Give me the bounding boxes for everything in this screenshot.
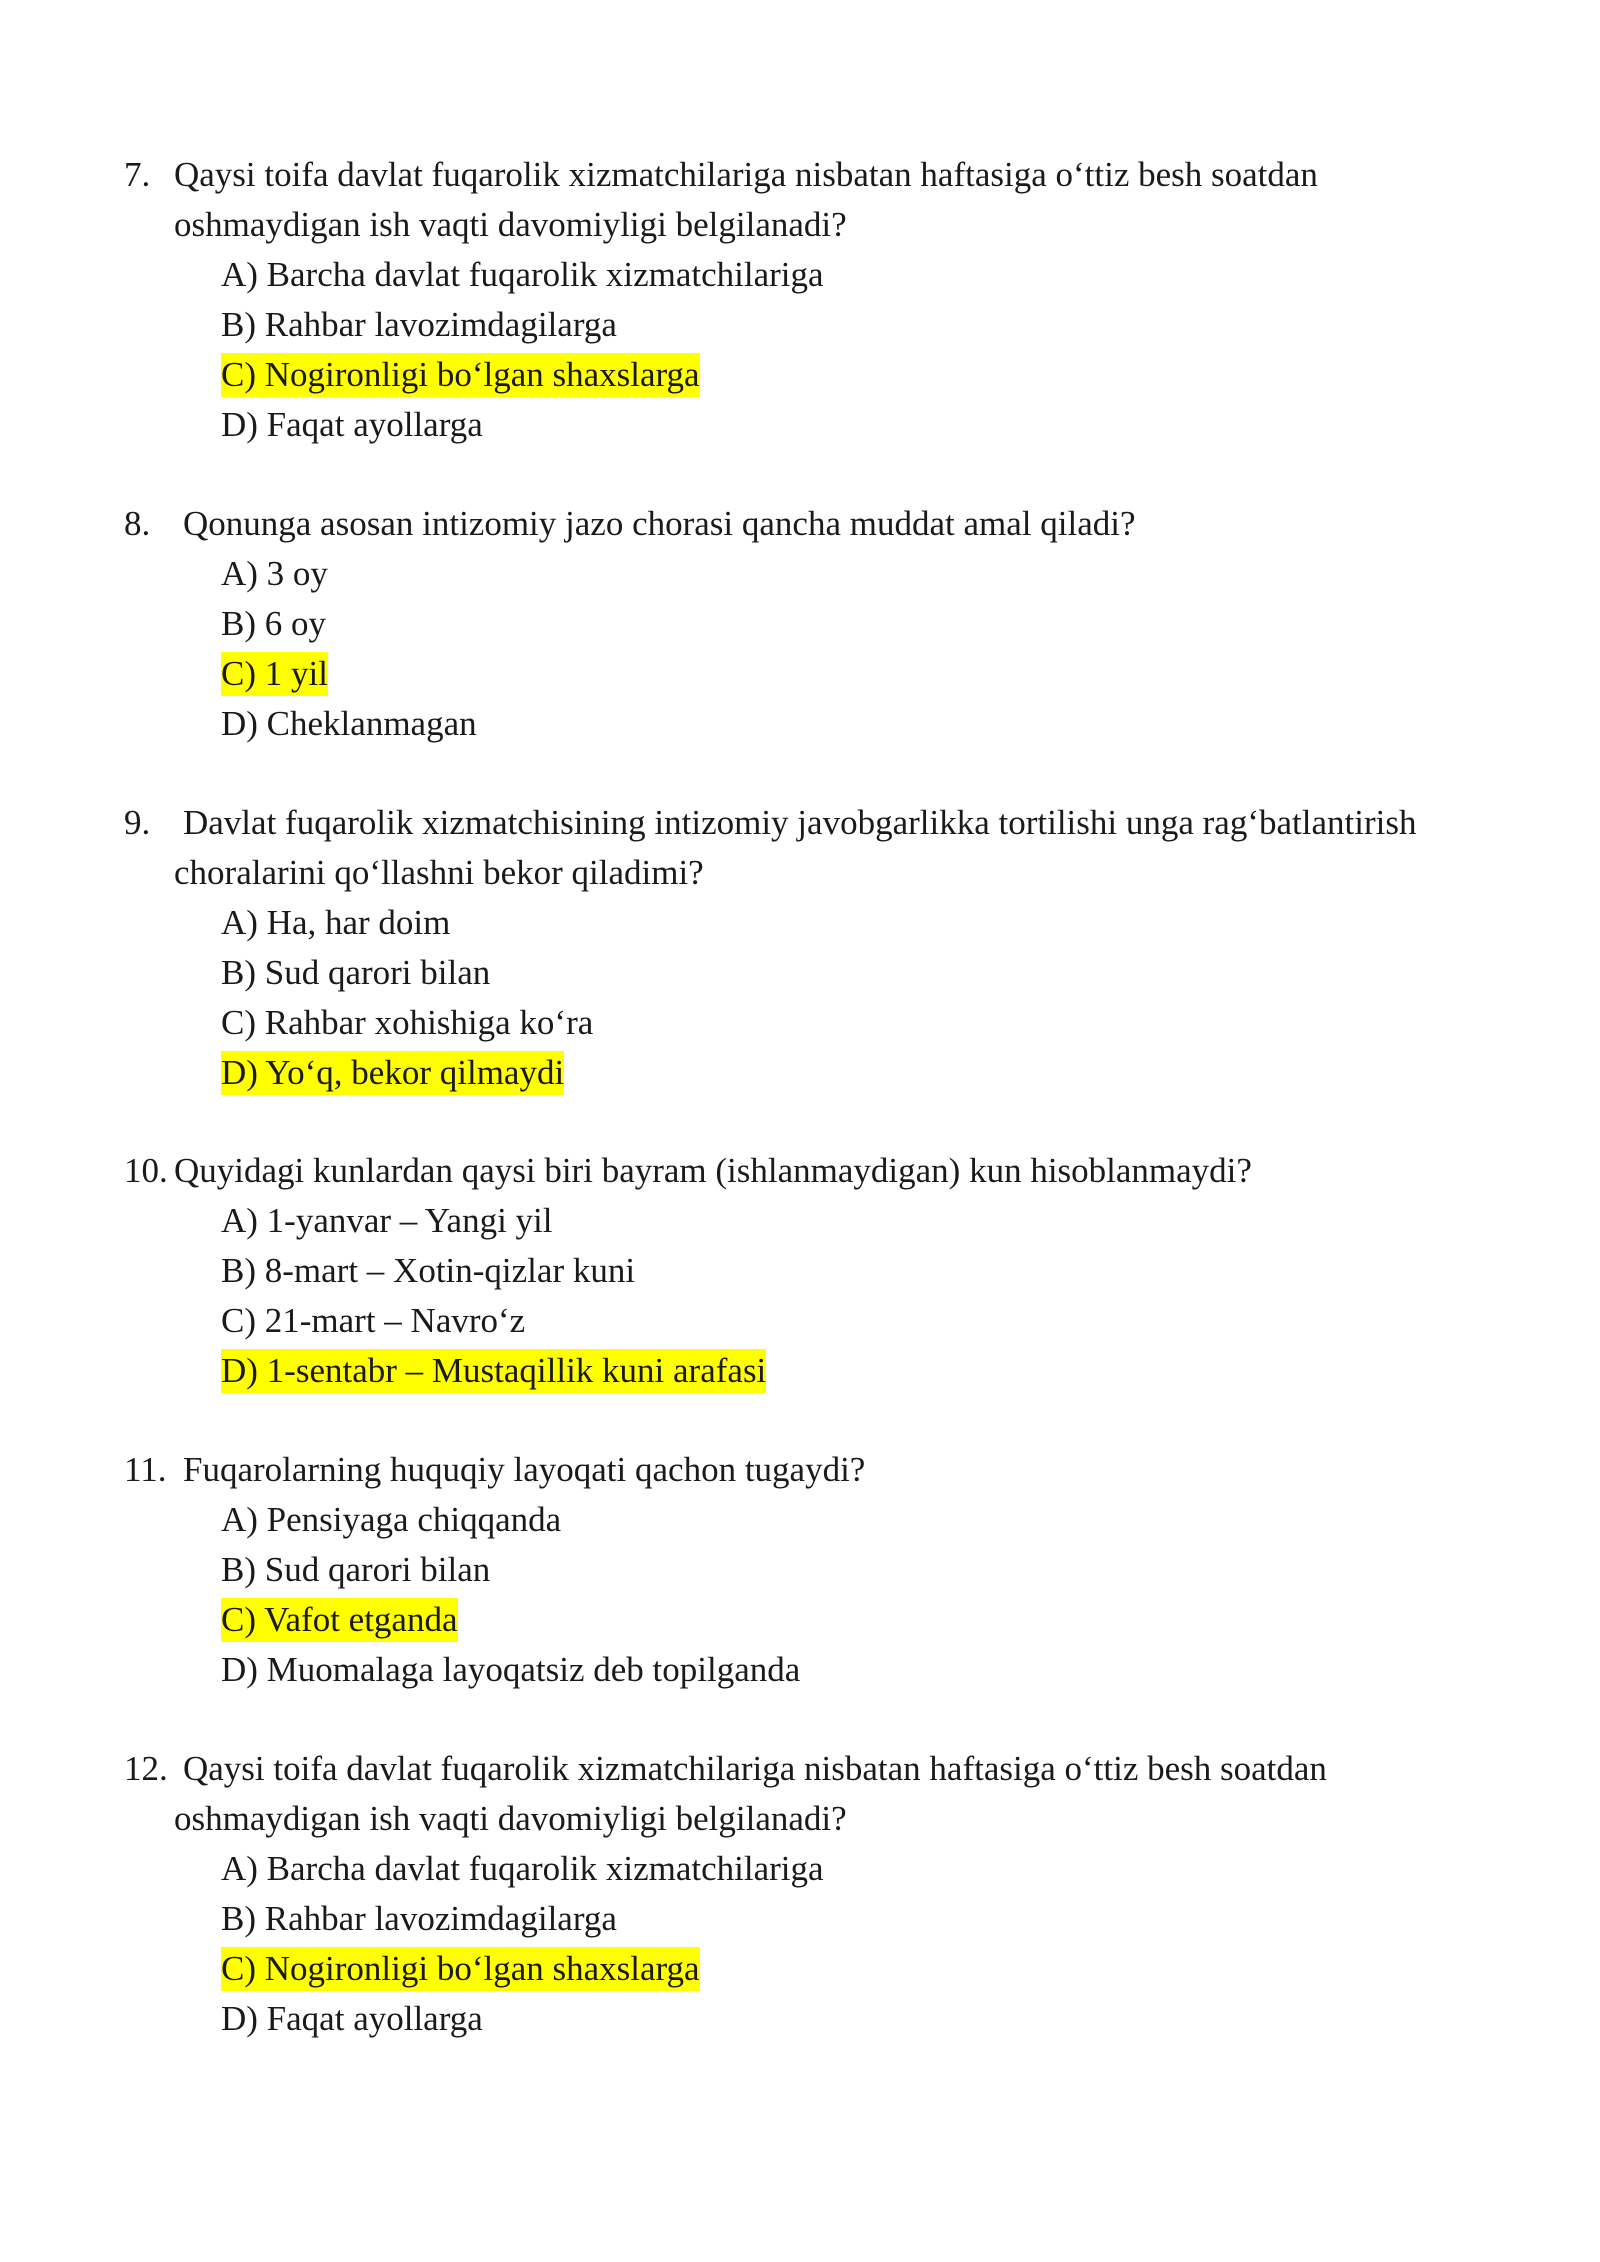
option-c — [221, 998, 1454, 1048]
option-text: B) Sud qarori bilan — [221, 1550, 491, 1589]
option-d — [221, 400, 1454, 450]
option-list — [124, 1844, 1454, 2044]
option-text: D) Cheklanmagan — [221, 704, 477, 743]
option-b — [221, 948, 1454, 998]
option-a — [221, 1495, 1454, 1545]
option-text: B) Rahbar lavozimdagilarga — [221, 305, 617, 344]
option-list — [124, 898, 1454, 1098]
option-d-correct — [221, 1346, 1454, 1396]
option-d — [221, 699, 1454, 749]
option-b — [221, 300, 1454, 350]
option-d — [221, 1994, 1454, 2044]
option-text: C) Vafot etganda — [221, 1598, 458, 1642]
question-text: Quyidagi kunlardan qaysi biri bayram (ishlanmaydigan) kun hisoblanmaydi? — [174, 1151, 1252, 1190]
option-text: B) Sud qarori bilan — [221, 953, 491, 992]
option-a — [221, 898, 1454, 948]
option-a — [221, 549, 1454, 599]
question-11 — [124, 1445, 1454, 1695]
option-text: C) 1 yil — [221, 652, 328, 696]
question-7 — [124, 150, 1454, 450]
question-header — [124, 499, 1454, 549]
option-text: D) 1-sentabr – Mustaqillik kuni arafasi — [221, 1349, 766, 1393]
question-number: 10. — [124, 1151, 168, 1190]
question-10 — [124, 1146, 1454, 1396]
question-number: 12. — [124, 1749, 168, 1788]
option-a — [221, 1196, 1454, 1246]
option-text: B) 8-mart – Xotin-qizlar kuni — [221, 1251, 636, 1290]
question-8 — [124, 499, 1454, 749]
option-d-correct — [221, 1048, 1454, 1098]
option-text: D) Yo‘q, bekor qilmaydi — [221, 1051, 564, 1095]
option-text: C) Nogironligi bo‘lgan shaxslarga — [221, 353, 700, 397]
option-text: D) Muomalaga layoqatsiz deb topilganda — [221, 1650, 801, 1689]
option-d — [221, 1645, 1454, 1695]
question-number: 11. — [124, 1450, 167, 1489]
question-header — [124, 1744, 1454, 1844]
option-list — [124, 1495, 1454, 1695]
option-c-correct — [221, 1595, 1454, 1645]
option-a — [221, 250, 1454, 300]
option-text: A) 3 oy — [221, 554, 328, 593]
question-text: Fuqarolarning huquqiy layoqati qachon tugaydi? — [183, 1450, 866, 1489]
question-number: 7. — [124, 155, 151, 194]
option-text: A) Barcha davlat fuqarolik xizmatchilariga — [221, 255, 824, 294]
option-text: A) Pensiyaga chiqqanda — [221, 1500, 562, 1539]
option-c — [221, 1296, 1454, 1346]
option-list — [124, 250, 1454, 450]
question-header — [124, 150, 1454, 250]
option-text: A) Barcha davlat fuqarolik xizmatchilariga — [221, 1849, 824, 1888]
question-header — [124, 1445, 1454, 1495]
option-text: C) Rahbar xohishiga ko‘ra — [221, 1003, 594, 1042]
option-b — [221, 1894, 1454, 1944]
question-header — [124, 798, 1454, 898]
option-text: C) 21-mart – Navro‘z — [221, 1301, 526, 1340]
option-text: C) Nogironligi bo‘lgan shaxslarga — [221, 1947, 700, 1991]
question-text: Qaysi toifa davlat fuqarolik xizmatchilariga nisbatan haftasiga o‘ttiz besh soatdan oshmaydigan ish vaqti davomiyligi belgilanadi? — [174, 155, 1318, 244]
option-text: A) 1-yanvar – Yangi yil — [221, 1201, 553, 1240]
option-text: B) Rahbar lavozimdagilarga — [221, 1899, 617, 1938]
question-text: Davlat fuqarolik xizmatchisining intizomiy javobgarlikka tortilishi unga rag‘batlantirish choralarini qo‘llashni bekor qiladimi? — [174, 803, 1417, 892]
option-c-correct — [221, 649, 1454, 699]
option-c-correct — [221, 350, 1454, 400]
question-9 — [124, 798, 1454, 1098]
option-list — [124, 1196, 1454, 1396]
option-text: D) Faqat ayollarga — [221, 405, 483, 444]
option-c-correct — [221, 1944, 1454, 1994]
question-text: Qonunga asosan intizomiy jazo chorasi qancha muddat amal qiladi? — [183, 504, 1136, 543]
option-text: D) Faqat ayollarga — [221, 1999, 483, 2038]
option-b — [221, 599, 1454, 649]
question-number: 9. — [124, 803, 151, 842]
option-list — [124, 549, 1454, 749]
question-number: 8. — [124, 504, 151, 543]
option-text: B) 6 oy — [221, 604, 326, 643]
option-text: A) Ha, har doim — [221, 903, 451, 942]
question-header — [124, 1146, 1454, 1196]
option-b — [221, 1246, 1454, 1296]
question-text: Qaysi toifa davlat fuqarolik xizmatchilariga nisbatan haftasiga o‘ttiz besh soatdan oshmaydigan ish vaqti davomiyligi belgilanadi? — [174, 1749, 1327, 1838]
option-b — [221, 1545, 1454, 1595]
question-12 — [124, 1744, 1454, 2044]
option-a — [221, 1844, 1454, 1894]
